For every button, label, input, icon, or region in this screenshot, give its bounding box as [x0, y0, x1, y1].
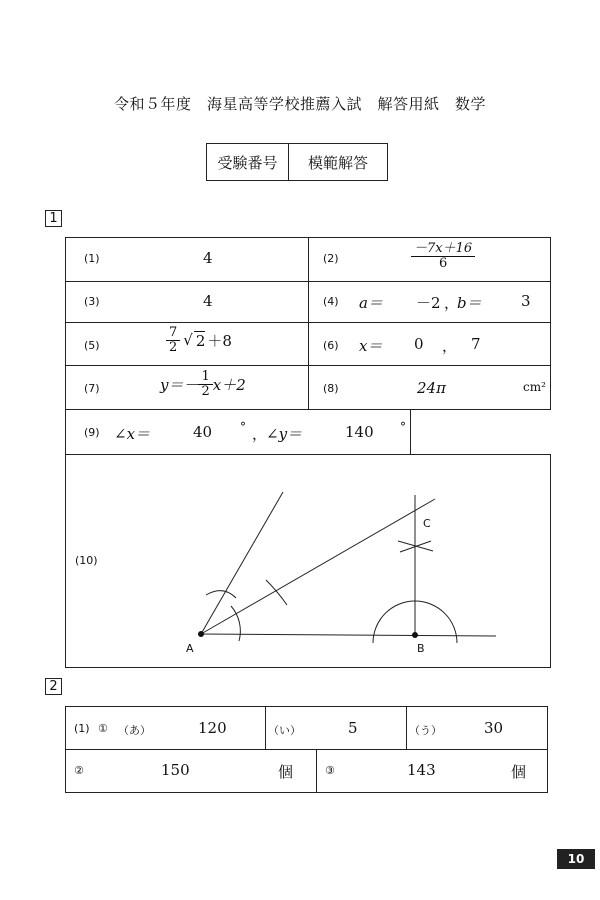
q1-5-answer	[166, 326, 232, 354]
q1-5-radicand: 2	[195, 331, 206, 350]
section-2-number: 2	[45, 678, 62, 695]
q1-9-separator: ，	[252, 425, 268, 443]
construction-figure	[66, 455, 552, 669]
q1-2-label: (2)	[323, 252, 339, 265]
q1-9-x-label: ∠x＝	[114, 425, 151, 443]
q1-5-sqrt-sign: √	[183, 331, 193, 350]
q1-9-y-unit: °	[400, 420, 406, 434]
section-1-number: 1	[45, 210, 62, 227]
q2-1-u-value: 30	[484, 719, 504, 737]
q2-3-label: ③	[325, 764, 335, 777]
ray-steep	[201, 492, 283, 634]
q1-6-x-label: x＝	[359, 337, 383, 355]
q1-2-cell	[308, 237, 551, 282]
q1-7-cell	[65, 365, 309, 410]
q1-4-a-label: a＝	[359, 294, 383, 312]
q2-1-a-value: 120	[198, 719, 227, 737]
q1-3-label: (3)	[84, 295, 100, 308]
q1-6-label: (6)	[323, 339, 339, 352]
arc-mark-2	[266, 580, 287, 605]
q1-9-cell	[65, 409, 411, 455]
q1-9-label: (9)	[84, 426, 100, 439]
q1-8-unit: cm²	[523, 380, 546, 394]
q1-1-answer: 4	[203, 249, 213, 267]
exam-number-label: 受験番号	[207, 144, 289, 180]
q2-1-i-value: 5	[348, 719, 358, 737]
q1-2-numerator: －7x＋16	[411, 242, 475, 257]
q1-5-cell	[65, 322, 309, 366]
q1-4-separator: ，	[444, 294, 460, 312]
point-b-label: B	[417, 642, 425, 655]
q1-2-fraction	[411, 242, 475, 270]
q1-9-y-label: ∠y＝	[266, 425, 303, 443]
q1-3-answer: 4	[203, 292, 213, 310]
q2-1-a-cell	[65, 706, 266, 750]
q1-4-a-value: －2	[416, 294, 441, 312]
q1-7-prefix: y＝－	[160, 375, 199, 394]
q2-1-label: (1)	[74, 722, 90, 735]
point-c-label: C	[423, 517, 431, 530]
q2-3-unit: 個	[511, 763, 527, 781]
q1-1-label: (1)	[84, 252, 100, 265]
q2-1-i-label: （い）	[268, 724, 301, 737]
q1-9-x-value: 40	[193, 423, 213, 441]
q1-4-b-value: 3	[521, 292, 531, 310]
arc-mark-1	[206, 591, 236, 598]
q1-8-answer: 24π	[417, 379, 446, 397]
line-ab	[201, 634, 496, 636]
q2-2-unit: 個	[278, 763, 294, 781]
q1-7-frac-den: 2	[201, 383, 210, 399]
q1-5-frac-num: 7	[166, 326, 180, 341]
q1-8-label: (8)	[323, 382, 339, 395]
q2-1-u-cell	[406, 706, 548, 750]
q2-2-cell	[65, 749, 317, 793]
q1-7-answer	[160, 370, 246, 398]
q1-4-label: (4)	[323, 295, 339, 308]
q1-2-denominator: 6	[438, 255, 448, 271]
q2-1-sub-label: ①	[98, 722, 108, 735]
q2-3-value: 143	[407, 761, 436, 779]
q1-6-value-2: 7	[471, 335, 481, 353]
exam-number-value: 模範解答	[307, 153, 368, 172]
q1-9-x-unit: °	[240, 420, 246, 434]
q1-4-cell	[308, 281, 551, 323]
page-title: 令和５年度 海星高等学校推薦入試 解答用紙 数学	[113, 95, 486, 113]
q1-10-label: (10)	[75, 554, 98, 567]
q1-4-b-label: b＝	[457, 294, 482, 312]
point-b-dot	[412, 632, 418, 638]
q1-6-separator: ，	[442, 337, 458, 355]
q2-1-a-label: （あ）	[118, 724, 151, 737]
q1-7-frac-num: 1	[198, 370, 212, 385]
q1-8-cell	[308, 365, 551, 410]
q1-7-suffix: x＋2	[212, 375, 246, 394]
arc-at-a	[231, 606, 240, 641]
q2-2-value: 150	[161, 761, 190, 779]
q1-5-rest: ＋8	[207, 331, 232, 350]
page-number: 10	[557, 849, 595, 869]
q2-1-i-cell	[265, 706, 407, 750]
exam-number-box	[206, 143, 388, 181]
q2-1-u-label: （う）	[409, 724, 442, 737]
q1-10-cell	[65, 454, 551, 668]
q1-6-value-1: 0	[414, 335, 424, 353]
q1-1-cell	[65, 237, 309, 282]
q2-2-label: ②	[74, 764, 84, 777]
q1-5-label: (5)	[84, 339, 100, 352]
q1-7-label: (7)	[84, 382, 100, 395]
q2-3-cell	[316, 749, 548, 793]
q1-6-cell	[308, 322, 551, 366]
q1-9-y-value: 140	[345, 423, 374, 441]
point-a-dot	[198, 631, 204, 637]
point-a-label: A	[186, 642, 194, 655]
q1-5-frac-den: 2	[169, 339, 178, 355]
q1-3-cell	[65, 281, 309, 323]
